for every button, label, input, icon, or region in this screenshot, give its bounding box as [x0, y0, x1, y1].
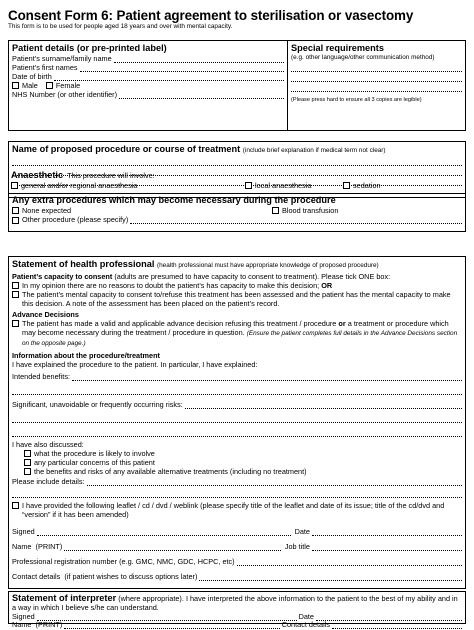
discussed-item-2	[12, 458, 462, 467]
sedation-label: sedation	[353, 181, 381, 190]
anaesthetic-intro: This procedure will involve:	[67, 171, 155, 180]
anaesthetic-options	[11, 181, 463, 190]
hp-contact-hint: (if patient wishes to discuss options later)	[64, 572, 198, 581]
surname-label: Patient’s surname/family name	[12, 54, 112, 63]
form-title: Consent Form 6: Patient agreement to sterilisation or vasectomy	[8, 8, 414, 23]
procedure-heading-text: Name of proposed procedure or course of treatment	[12, 144, 241, 154]
health-professional-heading	[12, 259, 462, 271]
interpreter-hint: (where appropriate).	[118, 594, 184, 603]
interpreter-print-label: (PRINT)	[35, 619, 63, 629]
capacity-text: (adults are presumed to have capacity to consent to treatment). Please tick ONE box:	[114, 272, 391, 281]
discussed-item-2-label: any particular concerns of this patient	[34, 458, 155, 467]
surname-field[interactable]	[12, 54, 284, 63]
general-anaesthesia-label: general and/or regional anaesthesia	[21, 181, 138, 190]
discussed-item-1	[12, 449, 462, 458]
capacity-option-1-label: In my opinion there are no reasons to doubt the patient’s has capacity to make this decision;	[22, 281, 320, 290]
patient-details-section	[9, 41, 288, 130]
hp-date-label: Date	[294, 527, 310, 536]
capacity-option-1-checkbox[interactable]	[12, 282, 19, 289]
interpreter-contact-label: Contact details	[281, 619, 330, 629]
include-details-field[interactable]	[12, 477, 462, 486]
general-anaesthesia-checkbox[interactable]	[11, 182, 18, 189]
interpreter-contact-input[interactable]	[332, 623, 462, 629]
interpreter-signed-row	[12, 613, 462, 621]
extra-procedures-heading: Any extra procedures which may become necessary during the procedure	[12, 195, 336, 205]
press-hard-note: (Please press hard to ensure all 3 copies are legible)	[291, 97, 422, 103]
procedure-line-1[interactable]	[12, 156, 462, 166]
capacity-option-1-text	[22, 281, 332, 290]
discussed-item-3-label: the benefits and risks of any available alternative treatments (including no treatment)	[34, 467, 307, 476]
advance-decisions-heading: Advance Decisions	[12, 310, 79, 319]
capacity-option-1	[12, 281, 462, 290]
hp-registration-row[interactable]	[12, 557, 462, 566]
advance-or: or	[338, 319, 346, 328]
risks-line-2[interactable]	[12, 409, 462, 423]
hp-contact-row[interactable]	[12, 572, 462, 581]
interpreter-signed-label: Signed	[12, 611, 35, 621]
male-checkbox[interactable]	[12, 82, 19, 89]
extra-procedures-box	[8, 193, 466, 232]
hp-job-title-input[interactable]	[312, 545, 462, 551]
health-professional-hint: (health professional must have appropriate knowledge of proposed procedure)	[157, 262, 379, 269]
none-expected-label: None expected	[22, 206, 72, 215]
hp-contact-label: Contact details	[12, 572, 61, 581]
blood-transfusion-label: Blood transfusion	[282, 206, 339, 215]
info-text: I have explained the procedure to the patient. In particular, I have explained:	[12, 360, 258, 369]
dob-label: Date of birth	[12, 72, 52, 81]
other-procedure-input[interactable]	[130, 218, 462, 224]
first-names-field[interactable]	[12, 63, 284, 72]
nhs-hint: (or other identifier)	[57, 90, 118, 99]
interpreter-name-label: Name	[12, 619, 32, 629]
discussed-item-1-label: what the procedure is likely to involve	[34, 449, 155, 458]
other-procedure-label: Other procedure (please specify)	[22, 215, 129, 224]
special-requirements-hint: (e.g. other language/other communication method)	[291, 54, 435, 61]
leaflet-checkbox[interactable]	[12, 502, 19, 509]
advance-decision-label-2: a treatment or procedure which may become necessary during the treatment / procedure in question.	[22, 319, 449, 337]
procedure-hint: (include brief explanation if medical term not clear)	[242, 147, 386, 154]
advance-decision-option	[12, 319, 462, 348]
hp-name-input[interactable]	[64, 545, 281, 551]
female-checkbox[interactable]	[46, 82, 53, 89]
none-expected-checkbox[interactable]	[12, 207, 19, 214]
discussed-item-3	[12, 467, 462, 476]
special-requirements-heading: Special requirements	[291, 43, 384, 53]
leaflet-label: I have provided the following leaflet / cd / dvd / weblink (please specify title of the leaflet and date of its issue; title of the cd/dvd and “version” if it has been amended)	[22, 501, 445, 519]
special-requirements-line-1[interactable]	[291, 62, 462, 72]
male-label: Male	[22, 81, 38, 90]
advance-decision-note: (Ensure the patient completes full details in the Advance Decisions section on the opposite page.)	[22, 330, 458, 347]
anaesthetic-heading: Anaesthetic	[11, 170, 64, 180]
include-details-line-2[interactable]	[12, 486, 462, 498]
discussed-item-2-checkbox[interactable]	[24, 459, 31, 466]
capacity-option-2	[12, 290, 462, 308]
risks-field[interactable]	[12, 400, 462, 409]
risks-line-3[interactable]	[12, 423, 462, 437]
interpreter-signed-input[interactable]	[37, 615, 297, 621]
special-requirements-section	[288, 41, 465, 130]
interpreter-text	[12, 593, 462, 613]
procedure-heading	[12, 144, 462, 156]
risks-label: Significant, unavoidable or frequently occurring risks:	[12, 400, 183, 409]
female-label: Female	[55, 81, 81, 90]
local-anaesthesia-label: local anaesthesia	[255, 181, 312, 190]
capacity-or: OR	[321, 281, 333, 290]
interpreter-date-input[interactable]	[316, 615, 462, 621]
capacity-heading: Patient’s capacity to consent	[12, 272, 113, 281]
hp-registration-label: Professional registration number (e.g. GMC, NMC, GDC, HCPC, etc)	[12, 557, 235, 566]
hp-signed-row	[12, 527, 462, 536]
advance-decision-label: The patient has made a valid and applicable advance decision refusing this treatment / procedure	[22, 319, 337, 328]
leaflet-option	[12, 501, 462, 519]
capacity-option-2-label: The patient’s mental capacity to consent to/refuse this treatment has been assessed and the patient has the mental capacity to make this decision. A note of the assessment has been placed on the patient’s record.	[22, 290, 451, 308]
hp-date-input[interactable]	[312, 530, 462, 536]
hp-name-row	[12, 542, 462, 551]
patient-details-heading: Patient details (or pre-printed label)	[12, 43, 167, 53]
discussed-item-1-checkbox[interactable]	[24, 450, 31, 457]
hp-signed-input[interactable]	[37, 530, 291, 536]
interpreter-date-label: Date	[298, 611, 314, 621]
interpreter-box	[8, 591, 466, 629]
form-subtitle: This form is to be used for people aged 18 years and over with mental capacity.	[8, 23, 233, 30]
interpreter-name-input[interactable]	[64, 623, 279, 629]
intended-benefits-field[interactable]	[12, 372, 462, 381]
blood-transfusion-checkbox[interactable]	[272, 207, 279, 214]
hp-job-title-label: Job title	[284, 542, 310, 551]
anaesthetic-heading-row	[11, 170, 463, 181]
health-professional-box	[8, 256, 466, 589]
extra-procedures-row-1	[12, 206, 462, 215]
intended-benefits-line-2[interactable]	[12, 381, 462, 395]
dob-field[interactable]	[12, 72, 284, 81]
hp-signed-label: Signed	[12, 527, 35, 536]
special-requirements-line-2[interactable]	[291, 72, 462, 82]
hp-name-label: Name	[12, 542, 32, 551]
hp-print-label: (PRINT)	[35, 542, 63, 551]
consent-form-page	[8, 8, 466, 629]
nhs-number-field[interactable]	[12, 90, 284, 99]
advance-decision-text	[22, 319, 462, 348]
intended-benefits-label: Intended benefits:	[12, 372, 71, 381]
special-requirements-line-3[interactable]	[291, 82, 462, 92]
capacity-option-2-checkbox[interactable]	[12, 291, 19, 298]
first-names-label: Patient’s first names	[12, 63, 78, 72]
health-professional-heading-text: Statement of health professional	[12, 259, 155, 269]
anaesthetic-section	[8, 170, 466, 190]
discussed-item-3-checkbox[interactable]	[24, 468, 31, 475]
sex-options	[12, 81, 284, 90]
nhs-label: NHS Number	[12, 90, 56, 99]
other-procedure-field	[12, 215, 462, 224]
capacity-intro	[12, 272, 462, 281]
interpreter-name-row	[12, 621, 462, 629]
patient-details-box	[8, 40, 466, 131]
local-anaesthesia-checkbox[interactable]	[245, 182, 252, 189]
discussed-label: I have also discussed:	[12, 440, 84, 449]
sedation-checkbox[interactable]	[343, 182, 350, 189]
include-details-label: Please include details:	[12, 477, 85, 486]
interpreter-statement: I have interpreted the above information to the patient to the best of my ability and in a way in which I believe s/he can understand.	[12, 594, 458, 612]
info-heading: Information about the procedure/treatment	[12, 351, 160, 360]
advance-decision-checkbox[interactable]	[12, 320, 19, 327]
interpreter-heading: Statement of interpreter	[12, 593, 117, 603]
other-procedure-checkbox[interactable]	[12, 217, 19, 224]
